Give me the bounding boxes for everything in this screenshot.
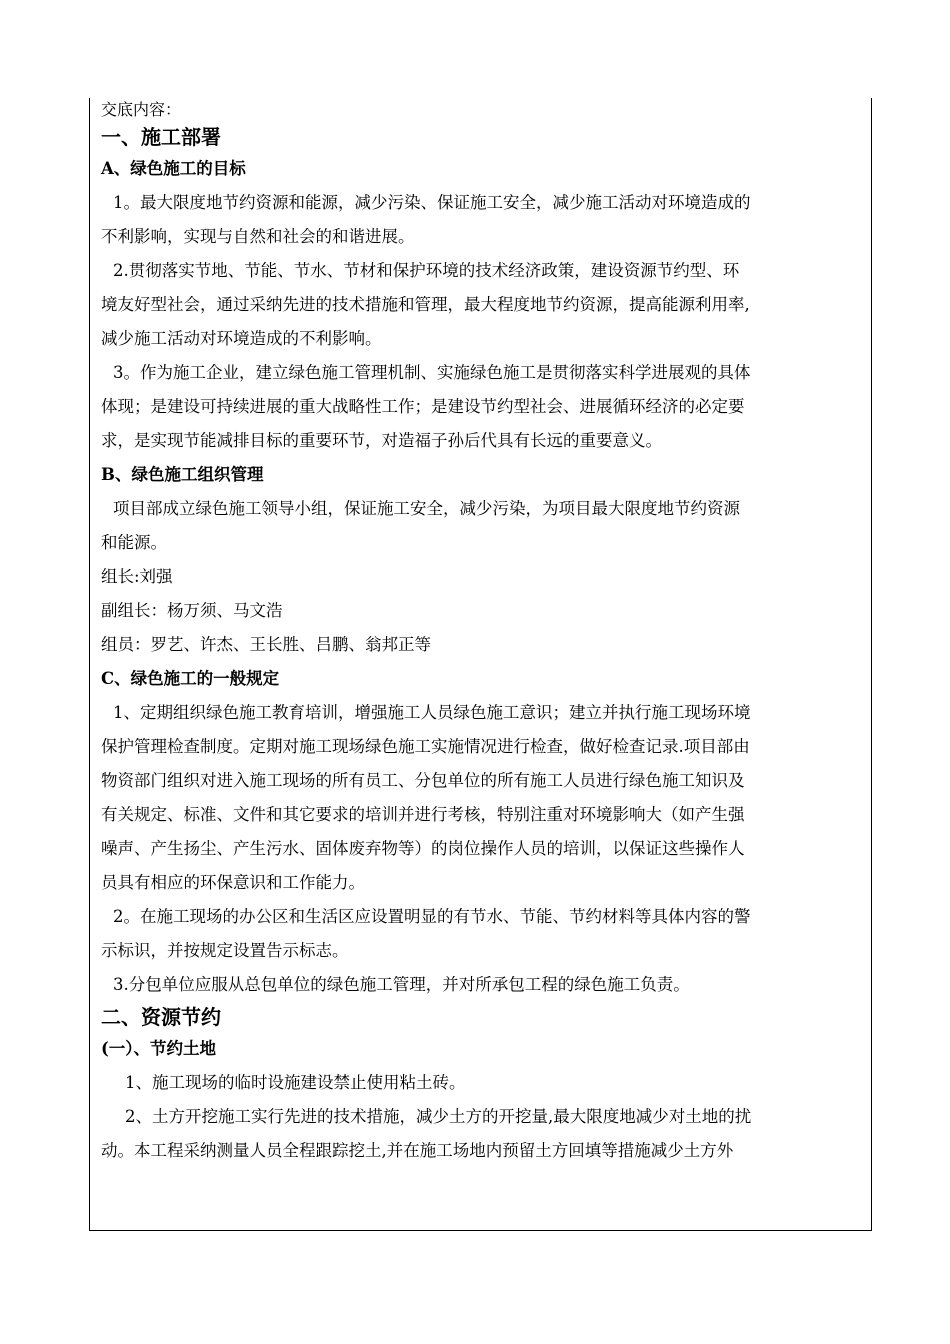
paragraph-line: 2.贯彻落实节地、节能、节水、节材和保护环境的技术经济政策，建设资源节约型、环 — [113, 261, 740, 280]
group-leader: 组长:刘强 — [101, 567, 173, 586]
paragraph-line: 减少施工活动对环境造成的不利影响。 — [101, 329, 382, 348]
section-title-deployment: 一、施工部署 — [101, 125, 221, 149]
paragraph-line: 1、施工现场的临时设施建设禁止使用粘土砖。 — [125, 1073, 466, 1092]
paragraph-line: 项目部成立绿色施工领导小组，保证施工安全，减少污染，为项目最大限度地节约资源 — [113, 499, 740, 518]
paragraph-line: 2、土方开挖施工实行先进的技术措施，减少土方的开挖量,最大限度地减少对土地的扰 — [125, 1107, 752, 1126]
paragraph-line: 示标识，并按规定设置告示标志。 — [101, 941, 349, 960]
paragraph-line: 2。在施工现场的办公区和生活区应设置明显的有节水、节能、节约材料等具体内容的警 — [113, 907, 751, 926]
paragraph-line: 3。作为施工企业，建立绿色施工管理机制、实施绿色施工是贯彻落实科学进展观的具体 — [113, 363, 751, 382]
paragraph-line: 保护管理检查制度。定期对施工现场绿色施工实施情况进行检查，做好检查记录.项目部由 — [101, 737, 750, 756]
subsection-title-land: (一）、节约土地 — [101, 1039, 217, 1058]
subsection-title-organization: B、绿色施工组织管理 — [101, 465, 264, 484]
paragraph-line: 有关规定、标准、文件和其它要求的培训并进行考核，特别注重对环境影响大（如产生强 — [101, 805, 745, 824]
content-label: 交底内容： — [101, 100, 182, 119]
paragraph-line: 噪声、产生扬尘、产生污水、固体废弃物等）的岗位操作人员的培训，以保证这些操作人 — [101, 839, 745, 858]
subsection-title-regulations: C、绿色施工的一般规定 — [101, 669, 280, 688]
paragraph-line: 物资部门组织对进入施工现场的所有员工、分包单位的所有施工人员进行绿色施工知识及 — [101, 771, 745, 790]
group-members: 组员：罗艺、许杰、王长胜、吕鹏、翁邦正等 — [101, 635, 431, 654]
paragraph-line: 和能源。 — [101, 533, 167, 552]
paragraph-line: 动。本工程采纳测量人员全程跟踪挖土,并在施工场地内预留土方回填等措施减少土方外 — [101, 1141, 734, 1160]
paragraph-line: 员具有相应的环保意识和工作能力。 — [101, 873, 365, 892]
paragraph-line: 境友好型社会，通过采纳先进的技术措施和管理，最大程度地节约资源，提高能源利用率, — [101, 295, 750, 314]
paragraph-line: 不利影响，实现与自然和社会的和谐进展。 — [101, 227, 415, 246]
paragraph-line: 体现；是建设可持续进展的重大战略性工作；是建设节约型社会、进展循环经济的必定要 — [101, 397, 745, 416]
document-body — [101, 98, 861, 1168]
subsection-title-goals: A、绿色施工的目标 — [101, 159, 246, 178]
paragraph-line: 求，是实现节能减排目标的重要环节，对造福子孙后代具有长远的重要意义。 — [101, 431, 662, 450]
paragraph-line: 1。最大限度地节约资源和能源，减少污染、保证施工安全，减少施工活动对环境造成的 — [113, 193, 751, 212]
section-title-resources: 二、资源节约 — [101, 1005, 221, 1029]
paragraph-line: 1、定期组织绿色施工教育培训，增强施工人员绿色施工意识；建立并执行施工现场环境 — [113, 703, 751, 722]
paragraph-line: 3.分包单位应服从总包单位的绿色施工管理，并对所承包工程的绿色施工负责。 — [113, 975, 690, 994]
group-deputy: 副组长：杨万须、马文浩 — [101, 601, 283, 620]
